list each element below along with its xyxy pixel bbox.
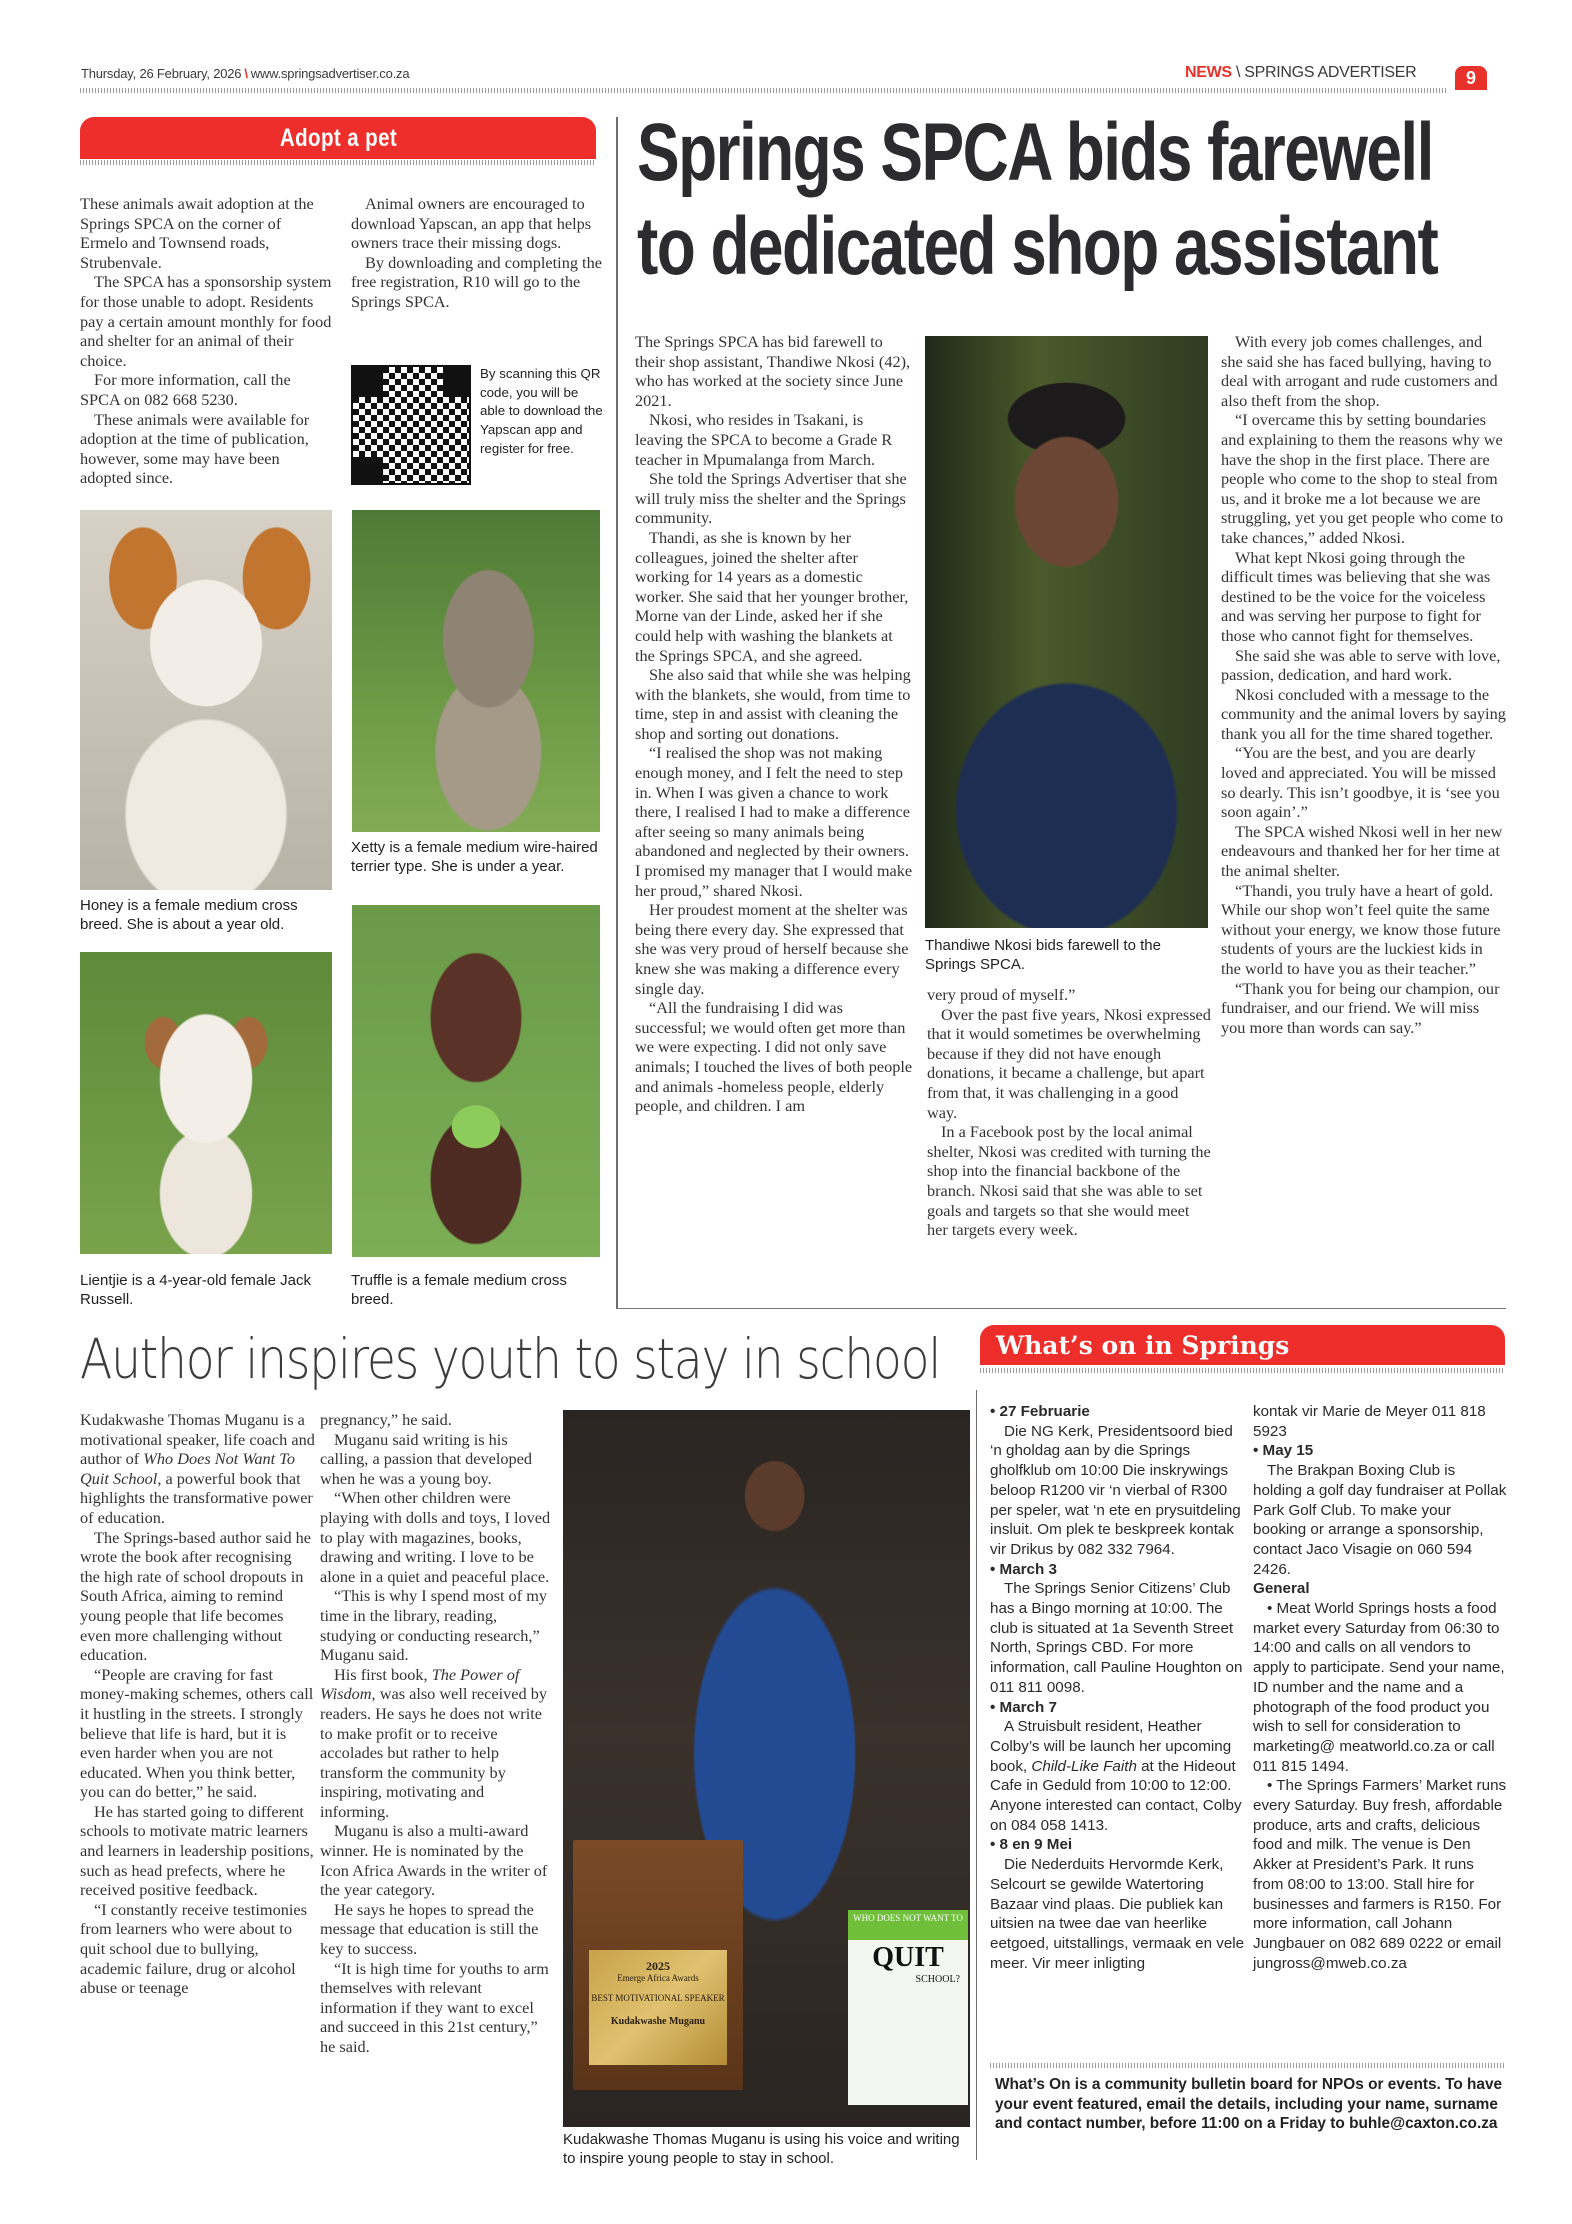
paragraph: She said she was able to serve with love, passion, dedication, and hard work. [1221, 645, 1501, 685]
event-item [1253, 1441, 1508, 1579]
paragraph: Muganu said writing is his calling, a passion that developed when he was a young boy. [320, 1429, 533, 1488]
section-label: NEWS [1185, 64, 1232, 81]
whats-on-col1 [990, 1402, 1245, 1973]
paragraph: She told the Springs Advertiser that she will truly miss the shelter and the Springs community. [635, 469, 907, 528]
paragraph: Animal owners are encouraged to download Yapscan, an app that helps owners trace their missing dogs. [351, 194, 592, 253]
book-title: Who Does Not Want To Quit School [80, 1449, 295, 1488]
photo-thandiwe-nkosi [925, 336, 1208, 928]
whats-on-header: What’s on in Springs [980, 1325, 1505, 1365]
book-title: Child-Like Faith [1031, 1757, 1137, 1775]
website-link[interactable]: www.springsadvertiser.co.za [250, 66, 410, 81]
paragraph: He says he hopes to spread the message that education is still the key to success. [320, 1899, 539, 1959]
paragraph: By downloading and completing the free registration, R10 will go to the Springs SPCA. [351, 252, 602, 311]
paragraph: “This is why I spend most of my time in the library, reading, studying or conducting research,” Muganu said. [320, 1586, 547, 1665]
event-continuation: kontak vir Marie de Meyer 011 818 5923 [1253, 1403, 1486, 1440]
event-item [990, 1698, 1245, 1836]
photo-lientjie-dog [80, 952, 332, 1254]
headline-line-2: to dedicated shop assistant [637, 201, 1438, 292]
event-text: Die NG Kerk, Presidentsoord bied ‘n gholdag aan by die Springs gholfklub om 10:00 Die inskrywings beloop R1200 vir ‘n vierbal of R300 per speler, wat ‘n ete en prysuitdeling insluit. Om plek te beskpreek kontak vir Drikus by 082 332 7964. [990, 1422, 1241, 1558]
paragraph: “I realised the shop was not making enough money, and I felt the need to step in. When I was given a chance to work there, I realised I had to make a difference after seeing so many animals being abandoned and neglected by their owners. I promised my manager that I would make her proud,” shared Nkosi. [635, 743, 913, 900]
lead-paragraph [80, 1410, 315, 1528]
paragraph: The SPCA wished Nkosi well in her new endeavours and thanked her for her time at the animal shelter. [1221, 821, 1503, 881]
issue-date: Thursday, 26 February, 2026 [81, 66, 242, 81]
paragraph: Muganu is also a multi-award winner. He is nominated by the Icon Africa Awards in the writer of the year category. [320, 1821, 548, 1900]
plaque-award: Emerge Africa Awards [617, 1973, 699, 1983]
photo-honey-dog [80, 510, 332, 890]
caption-honey: Honey is a female medium cross breed. She is about a year old. [80, 897, 298, 933]
general-item: • Meat World Springs hosts a food market every Saturday from 06:30 to 14:00 and calls on all vendors to apply to participate. Send your name, ID number and the name and a photograph of the food product you wish to sell for consideration to marketing@ meatworld.co.za or call 011 815 1494. [1253, 1600, 1505, 1775]
caption-thandiwe: Thandiwe Nkosi bids farewell to the Springs SPCA. [925, 937, 1161, 973]
general-heading: General [1253, 1580, 1310, 1598]
paragraph [320, 1665, 555, 1822]
paragraph: These animals await adoption at the Springs SPCA on the corner of Ermelo and Townsend roads, Strubenvale. [80, 194, 314, 272]
plaque-year: 2025 [646, 1959, 670, 1973]
qr-caption: By scanning this QR code, you will be able to download the Yapscan app and register for free. [480, 366, 603, 456]
text: His first book, [334, 1664, 432, 1684]
section-separator: \ [1235, 64, 1241, 81]
whats-on-left-rule [976, 1390, 977, 2160]
caption-truffle: Truffle is a female medium cross breed. [351, 1272, 567, 1308]
adopt-a-pet-header [80, 117, 596, 159]
book-cover-top: WHO DOES NOT WANT TO [853, 1913, 963, 1923]
photo-xetty-dog [352, 510, 600, 832]
yapscan-qr-code[interactable] [351, 365, 471, 485]
adopt-a-pet-title: Adopt a pet [279, 124, 397, 152]
adopt-intro-col2 [351, 194, 603, 312]
paragraph: “When other children were playing with dolls and toys, I loved to play with magazines, books, drawing and writing. I love to be alone in a quiet and peaceful place. [320, 1488, 551, 1586]
paragraph: “You are the best, and you are dearly loved and appreciated. You will be missed so dearly. This isn’t goodbye, it is ‘see you soon again’.” [1221, 743, 1500, 822]
whats-on-col2 [1253, 1402, 1508, 1973]
photo-kudakwashe-muganu [563, 1410, 970, 2127]
author-headline: Author inspires youth to stay in school [80, 1327, 941, 1391]
event-text [990, 1717, 1245, 1835]
photo-truffle-dog [352, 905, 600, 1257]
spca-bottom-rule [616, 1308, 1506, 1309]
caption-xetty: Xetty is a female medium wire-haired terrier type. She is under a year. [351, 839, 598, 875]
spca-col1 [635, 332, 915, 1116]
event-date: • March 7 [990, 1698, 1057, 1716]
masthead-divider [80, 88, 1446, 93]
masthead-separator: \ [244, 66, 248, 81]
book-title: The Power of Wisdom, [320, 1664, 520, 1704]
whats-on-footer-note: What’s On is a community bulletin board for NPOs or events. To have your event featured, email the details, including your name, surname and contact number, before 11:00 on a Friday to buhle@caxton.co.za [995, 2076, 1503, 2132]
publication-name: SPRINGS ADVERTISER [1244, 64, 1417, 81]
adopt-header-divider [80, 160, 596, 165]
spca-headline [637, 106, 1438, 294]
event-date: • 27 Februarie [990, 1403, 1090, 1420]
paragraph: pregnancy,” he said. [320, 1410, 452, 1429]
paragraph: She also said that while she was helping with the blankets, she would, from time to time, step in and assist with cleaning the shop and sorting out donations. [635, 665, 911, 743]
event-date: • May 15 [1253, 1442, 1314, 1460]
plaque-category: BEST MOTIVATIONAL SPEAKER [591, 1993, 725, 2003]
event-text: Die Nederduits Hervormde Kerk, Selcourt se gewilde Watertoring Bazaar vind plaas. Die publiek kan uitsien na twee dae van heerlike eetgoed, uitstallings, vermaak en vele meer. Vir meer inligting [990, 1856, 1245, 1972]
event-item [990, 1835, 1245, 1973]
event-item [990, 1560, 1245, 1698]
book-cover [848, 1910, 968, 2105]
paragraph: Thandi, as she is known by her colleagues, joined the shelter after working for 14 years as a domestic worker. She said that her younger brother, Morne van der Linde, asked her if she could help with washing the blankets at the Springs SPCA, and she agreed. [635, 527, 909, 665]
paragraph: “I overcame this by setting boundaries and explaining to them the reasons why we have the shop in the first place. There are people who come to the shop to steal from us, and it broke me a lot because we are struggling, yet you get people who come to take chances,” added Nkosi. [1221, 410, 1504, 547]
spca-col2 [927, 985, 1212, 1240]
award-plaque [573, 1840, 743, 2090]
paragraph: The Springs-based author said he wrote the book after recognising the high rate of school dropouts in South Africa, aiming to remind young people that life becomes even more challenging without education. [80, 1527, 312, 1665]
paragraph: “Thandi, you truly have a heart of gold. While our shop won’t feel quite the same without your energy, we know those future students of yours are the luckiest kids in the world to have you as their teacher.” [1221, 880, 1501, 978]
paragraph: With every job comes challenges, and she said she has faced bullying, having to deal with arrogant and rude customers and also theft from the shop. [1221, 332, 1498, 410]
event-date: • 8 en 9 Mei [990, 1836, 1073, 1854]
paragraph: “Thank you for being our champion, our fundraiser, and our friend. We will miss you more than words can say.” [1221, 978, 1500, 1037]
headline-line-1: Springs SPCA bids farewell [637, 107, 1433, 198]
whats-on-footer-divider [990, 2063, 1505, 2068]
author-col2 [320, 1410, 555, 2057]
book-cover-school: SCHOOL? [915, 1974, 960, 1985]
event-text: The Brakpan Boxing Club is holding a golf day fundraiser at Pollak Park Golf Club. To make your booking or arrange a sponsorship, contact Jaco Visagie on 060 594 2426. [1253, 1462, 1507, 1578]
general-item: • The Springs Farmers’ Market runs every Saturday. Buy fresh, affordable produce, arts and crafts, delicious food and milk. The venue is Den Akker at President’s Park. It runs from 08:00 to 13:00. Stall hire for businesses and farmers is R150. For more information, call Johann Jungbauer on 082 689 0222 or email jungross@mweb.co.za [1253, 1777, 1507, 1972]
paragraph: For more information, call the SPCA on 082 668 5230. [80, 370, 291, 409]
column-divider [616, 117, 618, 1309]
paragraph: Her proudest moment at the shelter was being there every day. She expressed that she was very proud of herself because she knew she was making a difference every single day. [635, 900, 909, 998]
event-text: The Springs Senior Citizens’ Club has a Bingo morning at 10:00. The club is situated at 1a Seventh Street North, Springs CBD. For more information, call Pauline Houghton on 011 811 0098. [990, 1580, 1243, 1696]
masthead-date-line [81, 66, 409, 81]
book-cover-quit: QUIT [872, 1942, 944, 1973]
paragraph: “It is high time for youths to arm themselves with relevant information if they want to excel and succeed in this 21st century,” he said. [320, 1958, 549, 2056]
paragraph: Nkosi, who resides in Tsakani, is leaving the SPCA to become a Grade R teacher in Mpumalanga from March. [635, 410, 893, 469]
event-item [990, 1402, 1245, 1560]
text: A Struisbult resident, Heather Colby’s will be launch her upcoming book, [990, 1718, 1232, 1775]
paragraph: “All the fundraising I did was successful; we would often get more than we were expecting. I did not only save animals; I touched the lives of both people and animals -homeless people, elderly people, and children. I am [635, 998, 913, 1116]
whats-on-divider [980, 1368, 1505, 1373]
lead-text: Kudakwashe Thomas Muganu is a motivational speaker, life coach and author of [80, 1410, 315, 1469]
masthead-section [1185, 64, 1416, 82]
plaque-plate [589, 1950, 727, 2065]
lead-text-end: , a powerful book that highlights the transformative power of education. [80, 1468, 313, 1527]
paragraph: These animals were available for adoption at the time of publication, however, some may have been adopted since. [80, 409, 310, 488]
caption-muganu: Kudakwashe Thomas Muganu is using his voice and writing to inspire young people to stay in school. [563, 2131, 960, 2167]
page-number-badge: 9 [1455, 66, 1487, 90]
paragraph: The SPCA has a sponsorship system for those unable to adopt. Residents pay a certain amount monthly for food and shelter for an animal of their choice. [80, 272, 332, 370]
text: at the Hideout Cafe in Geduld from 10:00 to 12:00. Anyone interested can contact, Colby on 084 058 1413. [990, 1757, 1242, 1834]
paragraph: very proud of myself.” [927, 985, 1076, 1004]
event-date: • March 3 [990, 1560, 1057, 1578]
text: was also well received by readers. He says he does not write to make profit or to receive accolades but rather to help transform the community by inspiring, motivating and informing. [320, 1684, 547, 1821]
author-col1 [80, 1410, 315, 1998]
plaque-name: Kudakwashe Muganu [610, 2016, 706, 2027]
paragraph: What kept Nkosi going through the difficult times was believing that she was destined to be the voice for the voiceless and was serving her purpose to fight for those who cannot fight for themselves. [1221, 547, 1491, 645]
paragraph: The Springs SPCA has bid farewell to their shop assistant, Thandiwe Nkosi (42), who has worked at the society since June 2021. [635, 332, 911, 410]
paragraph: “I constantly receive testimonies from learners who were about to quit school due to bullying, academic failure, drug or alcohol abuse or teenage [80, 1899, 307, 1998]
spca-col3 [1221, 332, 1506, 1037]
paragraph: “People are craving for fast money-making schemes, others call it hustling in the streets. I strongly believe that life is hard, but it is even harder when you are not educated. When you think better, you can do better,” he said. [80, 1664, 314, 1802]
paragraph: In a Facebook post by the local animal shelter, Nkosi was credited with turning the shop into the financial backbone of the branch. Nkosi said that she was able to set goals and targets so that she would meet her targets every week. [927, 1122, 1211, 1240]
paragraph: Over the past five years, Nkosi expressed that it would sometimes be overwhelming because if they did not have enough donations, it became a challenge, but apart from that, it was challenging in a good way. [927, 1004, 1211, 1122]
adopt-intro-col1 [80, 194, 332, 488]
paragraph: He has started going to different schools to motivate matric learners and learners in leadership positions, such as head prefects, where he received positive feedback. [80, 1801, 314, 1900]
caption-lientjie: Lientjie is a 4-year-old female Jack Russell. [80, 1272, 311, 1308]
paragraph: Nkosi concluded with a message to the community and the animal lovers by saying thank you all for the time shared together. [1221, 684, 1506, 743]
